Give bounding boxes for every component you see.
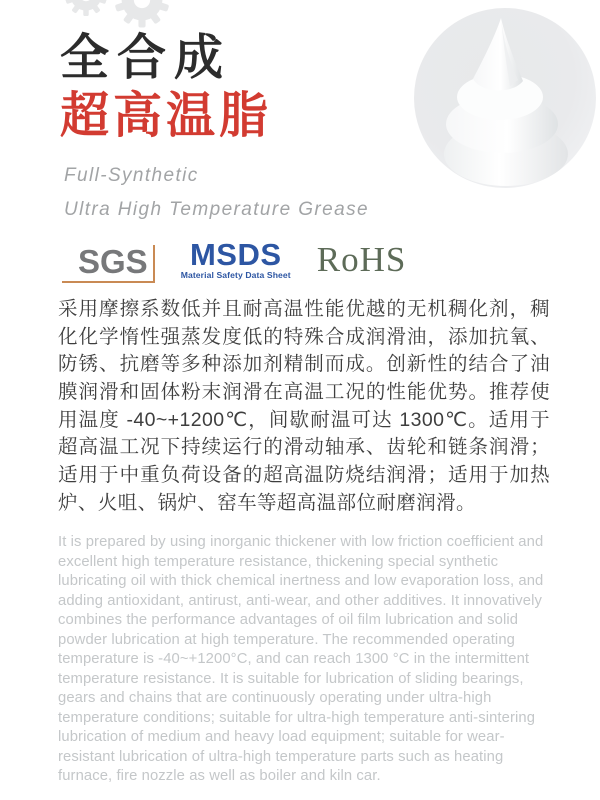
certification-badges	[62, 237, 407, 283]
msds-sublabel: Material Safety Data Sheet	[180, 270, 291, 281]
msds-label: MSDS	[189, 237, 282, 272]
msds-badge	[180, 237, 291, 283]
subtitle-en	[64, 159, 369, 227]
grease-dollop-photo	[414, 8, 596, 188]
subtitle-line2: Ultra High Temperature Grease	[64, 198, 369, 220]
title-line-cn: 全合成	[60, 31, 232, 85]
title-line-cn-accent: 超高温脂	[60, 89, 273, 143]
description-chinese: 采用摩擦系数低并且耐高温性能优越的无机稠化剂，稠化化学惰性强蒸发度低的特殊合成润滑油，添加抗氧、防锈、抗磨等多种添加剂精制而成。创新性的结合了油膜润滑和固体粉末润滑在高温工况的性能优势。推荐使用温度 -40~+1200℃，间歇耐温可达 1300℃。适用于超高温工况下持续运行的滑动轴承、齿轮和链条润滑；适用于中重负荷设备的超高温防烧结润滑；适用于加热炉、火咀、锅炉、窑车等超高温部位耐磨润滑。	[58, 298, 550, 514]
page-title	[60, 31, 273, 143]
sgs-badge	[62, 245, 155, 283]
grease-swirl-illustration	[414, 8, 596, 188]
gear-icon	[58, 0, 238, 34]
sgs-label: SGS	[78, 243, 148, 281]
description-english: It is prepared by using inorganic thickener with low friction coefficient and excellent high temperature resistance, thickening special synthetic lubricating oil with thick chemical inertness and low evaporation loss, and adding antioxidant, antirust, anti-wear, and other additives. It innovatively combines the performance advantages of oil film lubrication and solid powder lubrication at high temperature. The recommended operating temperature is -40~+1200°C, and can reach 1300 °C in the intermittent temperature resistance. It is suitable for lubrication of sliding bearings, gears and chains that are continuously operating under ultra-high temperature conditions; suitable for ultra-high temperature anti-sintering lubrication of medium and heavy load equipment; suitable for wear-resistant lubrication of ultra-high temperature parts such as heating furnace, fire nozzle as well as boiler and kiln car.	[58, 534, 544, 785]
subtitle-line1: Full-Synthetic	[64, 165, 199, 186]
rohs-badge: RoHS	[316, 240, 407, 280]
